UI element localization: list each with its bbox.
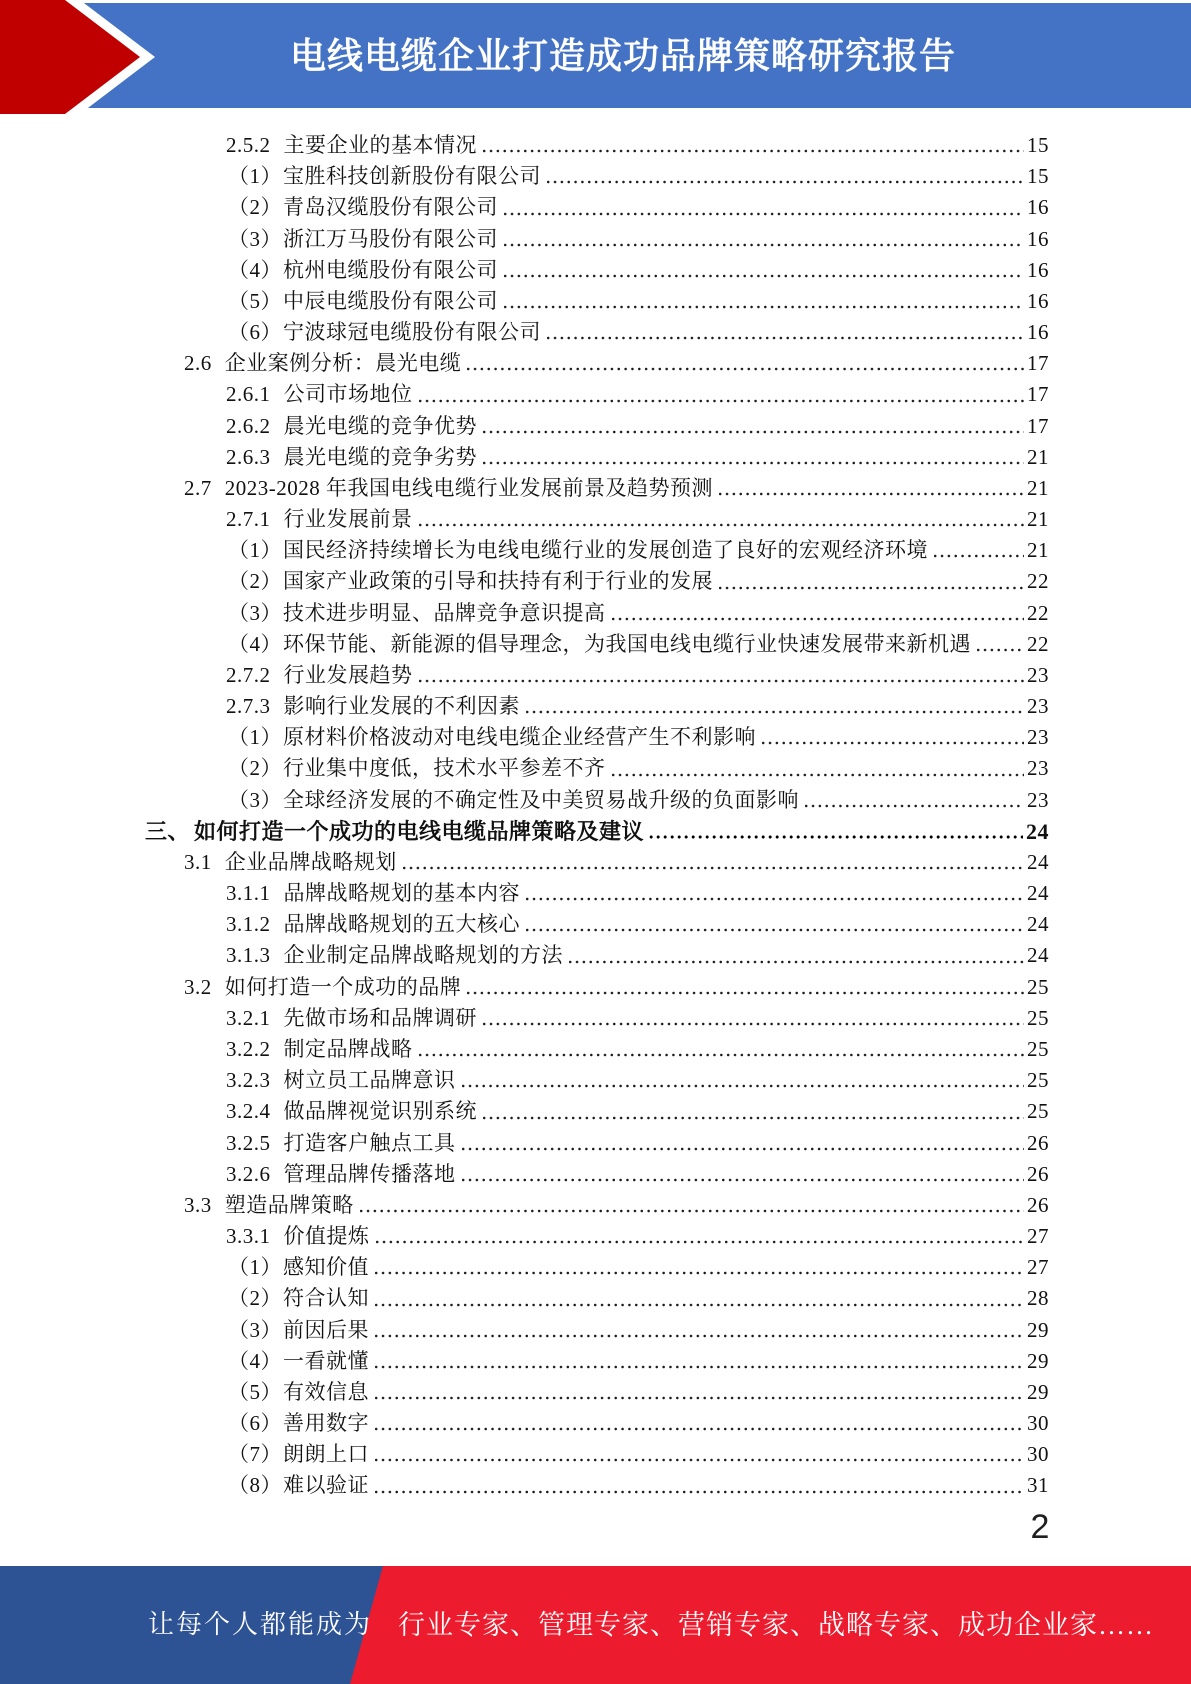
toc-dot-leader — [611, 773, 1025, 777]
toc-entry-page: 23 — [1027, 756, 1049, 781]
toc-entry-number: 2.7.1 — [226, 507, 271, 532]
toc-dot-leader — [546, 180, 1024, 184]
toc-entry-number: 2.6 — [184, 351, 212, 376]
toc-entry-number: 3.2 — [184, 974, 212, 999]
toc-entry-number: 3.1 — [184, 849, 212, 874]
toc-entry-page: 24 — [1027, 943, 1049, 968]
toc-entry[interactable] — [0, 939, 1049, 970]
toc-entry-page: 30 — [1027, 1411, 1049, 1436]
toc-entry-title: 企业制定品牌战略规划的方法 — [283, 943, 563, 968]
toc-entry[interactable] — [0, 1002, 1049, 1033]
toc-entry-title: 前因后果 — [283, 1317, 369, 1342]
toc-dot-leader — [374, 1490, 1024, 1494]
toc-entry[interactable] — [0, 191, 1049, 222]
toc-entry-page: 27 — [1027, 1224, 1049, 1249]
toc-entry-page: 25 — [1027, 1036, 1049, 1061]
toc-entry-title: 制定品牌战略 — [283, 1036, 413, 1061]
toc-entry[interactable] — [0, 846, 1049, 877]
toc-entry-number: （7） — [228, 1442, 282, 1467]
toc-dot-leader — [359, 1209, 1024, 1213]
toc-entry-title: 行业发展趋势 — [283, 662, 413, 687]
toc-dot-leader — [482, 1116, 1024, 1120]
page-number: 2 — [1030, 1508, 1050, 1546]
toc-entry-page: 21 — [1027, 507, 1049, 532]
toc-entry-number: 3.2.5 — [226, 1130, 271, 1155]
toc-entry-page: 16 — [1027, 257, 1049, 282]
toc-entry-number: 3.1.1 — [226, 881, 271, 906]
toc-dot-leader — [649, 835, 1023, 839]
toc-entry-number: （2） — [228, 1286, 282, 1311]
toc-dot-leader — [503, 212, 1024, 216]
toc-entry-page: 16 — [1027, 320, 1049, 345]
toc-entry[interactable] — [0, 1095, 1049, 1126]
toc-entry-number: （6） — [228, 1411, 282, 1436]
toc-entry-page: 30 — [1027, 1442, 1049, 1467]
toc-entry-page: 21 — [1027, 475, 1049, 500]
toc-entry-page: 29 — [1027, 1317, 1049, 1342]
toc-entry-title: 影响行业发展的不利因素 — [283, 694, 520, 719]
toc-entry-title: 宝胜科技创新股份有限公司 — [283, 164, 541, 189]
toc-dot-leader — [761, 741, 1024, 745]
toc-entry-number: （1） — [228, 164, 282, 189]
page-footer — [0, 1566, 1191, 1684]
toc-entry-title: 青岛汉缆股份有限公司 — [283, 195, 498, 220]
toc-dot-leader — [976, 648, 1024, 652]
toc-entry-page: 26 — [1027, 1161, 1049, 1186]
toc-entry-number: 3.3.1 — [226, 1224, 271, 1249]
toc-entry[interactable] — [0, 503, 1049, 534]
toc-entry[interactable] — [0, 752, 1049, 783]
toc-entry-page: 24 — [1026, 818, 1049, 844]
toc-entry-page: 21 — [1027, 444, 1049, 469]
toc-entry-number: （4） — [228, 631, 282, 656]
toc-entry-title: 企业品牌战略规划 — [224, 849, 397, 874]
toc-entry-number: 2.6.2 — [226, 413, 271, 438]
toc-entry-page: 21 — [1027, 538, 1049, 563]
toc — [0, 129, 1049, 1501]
toc-dot-leader — [402, 866, 1024, 870]
toc-entry[interactable] — [0, 1189, 1049, 1220]
toc-entry-page: 15 — [1027, 133, 1049, 157]
toc-entry-number: 2.6.1 — [226, 382, 271, 407]
toc-entry-title: 善用数字 — [283, 1411, 369, 1436]
toc-dot-leader — [804, 804, 1024, 808]
toc-dot-leader — [418, 679, 1025, 683]
toc-entry[interactable] — [0, 1220, 1049, 1251]
toc-entry-page: 26 — [1027, 1130, 1049, 1155]
toc-entry-title: 公司市场地位 — [283, 382, 413, 407]
toc-entry-number: 2.5.2 — [226, 133, 271, 157]
toc-entry[interactable] — [0, 223, 1049, 254]
header-arrow-icon — [0, 0, 170, 114]
toc-entry[interactable] — [0, 1438, 1049, 1469]
toc-entry-page: 17 — [1027, 382, 1049, 407]
report-header-banner — [0, 3, 1191, 108]
toc-entry-page: 25 — [1027, 1099, 1049, 1124]
toc-entry-page: 17 — [1027, 351, 1049, 376]
toc-entry-number: 3.3 — [184, 1192, 212, 1217]
toc-entry-page: 24 — [1027, 912, 1049, 937]
toc-entry[interactable] — [0, 815, 1049, 846]
toc-entry[interactable] — [0, 1282, 1049, 1313]
toc-entry-number: （2） — [228, 195, 282, 220]
toc-entry-number: （8） — [228, 1473, 282, 1498]
toc-entry-title: 感知价值 — [283, 1255, 369, 1280]
toc-entry-title: 如何打造一个成功的品牌 — [224, 974, 462, 999]
toc-entry[interactable] — [0, 877, 1049, 908]
toc-entry-number: （3） — [228, 226, 282, 251]
toc-dot-leader — [418, 1053, 1025, 1057]
toc-entry[interactable] — [0, 659, 1049, 690]
toc-entry-number: （2） — [228, 569, 282, 594]
toc-entry-title: 国家产业政策的引导和扶持有利于行业的发展 — [283, 569, 713, 594]
toc-entry-title: 树立员工品牌意识 — [283, 1068, 456, 1093]
toc-dot-leader — [461, 1084, 1025, 1088]
toc-entry-title: 有效信息 — [283, 1379, 369, 1404]
footer-slogan-left: 让每个人都能成为 — [148, 1610, 373, 1639]
toc-entry[interactable] — [0, 316, 1049, 347]
toc-entry[interactable] — [0, 1314, 1049, 1345]
toc-entry-number: 2.7.3 — [226, 694, 271, 719]
toc-entry-title: 塑造品牌策略 — [224, 1192, 354, 1217]
toc-entry[interactable] — [0, 1251, 1049, 1282]
toc-entry-number: 3.2.6 — [226, 1161, 271, 1186]
toc-entry-number: （5） — [228, 1379, 282, 1404]
toc-dot-leader — [503, 305, 1024, 309]
toc-entry-number: 2.6.3 — [226, 444, 271, 469]
toc-entry-number: （1） — [228, 725, 282, 750]
toc-dot-leader — [503, 243, 1024, 247]
toc-entry-title: 中辰电缆股份有限公司 — [283, 288, 498, 313]
toc-entry-title: 打造客户触点工具 — [283, 1130, 456, 1155]
toc-entry[interactable] — [0, 1407, 1049, 1438]
toc-dot-leader — [482, 461, 1024, 465]
toc-entry-title: 先做市场和品牌调研 — [283, 1005, 477, 1030]
toc-dot-leader — [503, 274, 1024, 278]
toc-entry[interactable] — [0, 1376, 1049, 1407]
toc-entry[interactable] — [0, 1127, 1049, 1158]
toc-dot-leader — [461, 1178, 1025, 1182]
toc-entry[interactable] — [0, 472, 1049, 503]
toc-dot-leader — [461, 1147, 1025, 1151]
toc-entry-page: 17 — [1027, 413, 1049, 438]
toc-dot-leader — [466, 991, 1024, 995]
toc-dot-leader — [568, 960, 1024, 964]
toc-entry-title: 2023-2028 年我国电线电缆行业发展前景及趋势预测 — [224, 475, 713, 500]
toc-entry-title: 企业案例分析：晨光电缆 — [224, 351, 462, 376]
toc-entry-title: 价值提炼 — [283, 1224, 370, 1249]
toc-entry[interactable] — [0, 1345, 1049, 1376]
toc-entry-page: 22 — [1027, 569, 1049, 594]
toc-entry-page: 25 — [1027, 1068, 1049, 1093]
toc-entry-number: （3） — [228, 1317, 282, 1342]
toc-entry[interactable] — [0, 129, 1049, 160]
toc-dot-leader — [482, 1022, 1024, 1026]
toc-entry-number: 3.1.2 — [226, 912, 271, 937]
toc-dot-leader — [611, 617, 1025, 621]
toc-entry[interactable] — [0, 971, 1049, 1002]
toc-dot-leader — [374, 1334, 1024, 1338]
toc-entry-page: 28 — [1027, 1286, 1049, 1311]
toc-entry-page: 24 — [1027, 881, 1049, 906]
toc-entry-page: 24 — [1027, 849, 1049, 874]
toc-entry-title: 宁波球冠电缆股份有限公司 — [283, 320, 541, 345]
toc-entry-number: （2） — [228, 756, 282, 781]
toc-entry-page: 22 — [1027, 600, 1049, 625]
toc-entry-page: 29 — [1027, 1379, 1049, 1404]
toc-entry-title: 行业集中度低，技术水平参差不齐 — [283, 756, 606, 781]
toc-entry-page: 16 — [1027, 195, 1049, 220]
toc-dot-leader — [718, 492, 1024, 496]
toc-entry-page: 29 — [1027, 1348, 1049, 1373]
toc-dot-leader — [374, 1396, 1024, 1400]
toc-entry-number: （6） — [228, 320, 282, 345]
toc-entry-number: （4） — [228, 257, 282, 282]
toc-entry[interactable] — [0, 441, 1049, 472]
toc-entry-page: 27 — [1027, 1255, 1049, 1280]
toc-entry[interactable] — [0, 1158, 1049, 1189]
toc-entry[interactable] — [0, 597, 1049, 628]
toc-dot-leader — [466, 367, 1024, 371]
toc-entry-number: 3.2.4 — [226, 1099, 271, 1124]
toc-entry-title: 一看就懂 — [283, 1348, 369, 1373]
toc-entry[interactable] — [0, 1033, 1049, 1064]
toc-entry-page: 23 — [1027, 787, 1049, 812]
toc-entry-page: 31 — [1027, 1473, 1049, 1498]
toc-entry[interactable] — [0, 628, 1049, 659]
toc-dot-leader — [374, 1427, 1024, 1431]
toc-entry[interactable] — [0, 565, 1049, 596]
toc-entry-title: 技术进步明显、品牌竞争意识提高 — [283, 600, 606, 625]
toc-entry-page: 23 — [1027, 662, 1049, 687]
toc-entry[interactable] — [0, 534, 1049, 565]
toc-entry[interactable] — [0, 721, 1049, 752]
toc-entry-number: 三、 — [145, 818, 191, 844]
toc-entry-title: 浙江万马股份有限公司 — [283, 226, 498, 251]
toc-entry-page: 23 — [1027, 725, 1049, 750]
toc-entry-number: （3） — [228, 600, 282, 625]
toc-dot-leader — [482, 149, 1024, 153]
toc-entry-title: 晨光电缆的竞争劣势 — [283, 444, 477, 469]
toc-entry-number: （1） — [228, 538, 282, 563]
toc-entry-page: 16 — [1027, 226, 1049, 251]
toc-entry-page: 25 — [1027, 1005, 1049, 1030]
toc-entry[interactable] — [0, 347, 1049, 378]
toc-entry-page: 16 — [1027, 288, 1049, 313]
toc-entry-page: 22 — [1027, 631, 1049, 656]
toc-entry-title: 符合认知 — [283, 1286, 369, 1311]
toc-dot-leader — [718, 586, 1024, 590]
toc-entry[interactable] — [0, 1469, 1049, 1500]
toc-entry[interactable] — [0, 410, 1049, 441]
toc-entry-number: （5） — [228, 288, 282, 313]
toc-entry-title: 行业发展前景 — [283, 507, 413, 532]
toc-entry-number: 3.2.2 — [226, 1036, 271, 1061]
toc-dot-leader — [546, 336, 1024, 340]
toc-entry-page: 26 — [1027, 1192, 1049, 1217]
toc-entry-number: 2.7.2 — [226, 662, 271, 687]
toc-dot-leader — [374, 1458, 1024, 1462]
toc-entry-number: （4） — [228, 1348, 282, 1373]
toc-dot-leader — [375, 1240, 1025, 1244]
toc-entry-number: 3.2.1 — [226, 1005, 271, 1030]
toc-entry-title: 如何打造一个成功的电线电缆品牌策略及建议 — [194, 818, 645, 844]
toc-entry[interactable] — [0, 908, 1049, 939]
toc-entry-title: 管理品牌传播落地 — [283, 1161, 456, 1186]
toc-entry-title: 国民经济持续增长为电线电缆行业的发展创造了良好的宏观经济环境 — [283, 538, 928, 563]
toc-dot-leader — [525, 897, 1024, 901]
toc-dot-leader — [374, 1303, 1024, 1307]
toc-entry-page: 23 — [1027, 694, 1049, 719]
toc-entry-number: 2.7 — [184, 475, 212, 500]
toc-entry-title: 杭州电缆股份有限公司 — [283, 257, 498, 282]
toc-entry-title: 品牌战略规划的基本内容 — [283, 881, 520, 906]
report-title: 电线电缆企业打造成功品牌策略研究报告 — [289, 35, 956, 76]
toc-dot-leader — [418, 399, 1025, 403]
toc-entry-title: 原材料价格波动对电线电缆企业经营产生不利影响 — [283, 725, 756, 750]
toc-dot-leader — [525, 710, 1024, 714]
toc-entry-title: 主要企业的基本情况 — [283, 133, 477, 157]
toc-entry[interactable] — [0, 1064, 1049, 1095]
toc-entry-title: 品牌战略规划的五大核心 — [283, 912, 520, 937]
toc-entry-title: 环保节能、新能源的倡导理念，为我国电线电缆行业快速发展带来新机遇 — [283, 631, 971, 656]
footer-slogan-right: 行业专家、管理专家、营销专家、战略专家、成功企业家…… — [398, 1610, 1154, 1640]
toc-dot-leader — [933, 554, 1024, 558]
toc-entry-title: 难以验证 — [283, 1473, 369, 1498]
toc-entry-title: 朗朗上口 — [283, 1442, 369, 1467]
toc-entry-title: 全球经济发展的不确定性及中美贸易战升级的负面影响 — [283, 787, 799, 812]
toc-entry[interactable] — [0, 254, 1049, 285]
toc-dot-leader — [374, 1271, 1024, 1275]
toc-dot-leader — [482, 430, 1024, 434]
toc-entry[interactable] — [0, 160, 1049, 191]
toc-dot-leader — [418, 523, 1025, 527]
toc-entry[interactable] — [0, 690, 1049, 721]
toc-entry[interactable] — [0, 378, 1049, 409]
toc-entry-page: 25 — [1027, 974, 1049, 999]
toc-entry[interactable] — [0, 784, 1049, 815]
toc-dot-leader — [525, 928, 1024, 932]
toc-entry-title: 晨光电缆的竞争优势 — [283, 413, 477, 438]
toc-dot-leader — [374, 1365, 1024, 1369]
toc-entry-title: 做品牌视觉识别系统 — [283, 1099, 477, 1124]
toc-entry-number: 3.1.3 — [226, 943, 271, 968]
toc-entry-page: 15 — [1027, 164, 1049, 189]
toc-entry-number: （1） — [228, 1255, 282, 1280]
toc-entry-number: 3.2.3 — [226, 1068, 271, 1093]
toc-entry-number: （3） — [228, 787, 282, 812]
toc-entry[interactable] — [0, 285, 1049, 316]
